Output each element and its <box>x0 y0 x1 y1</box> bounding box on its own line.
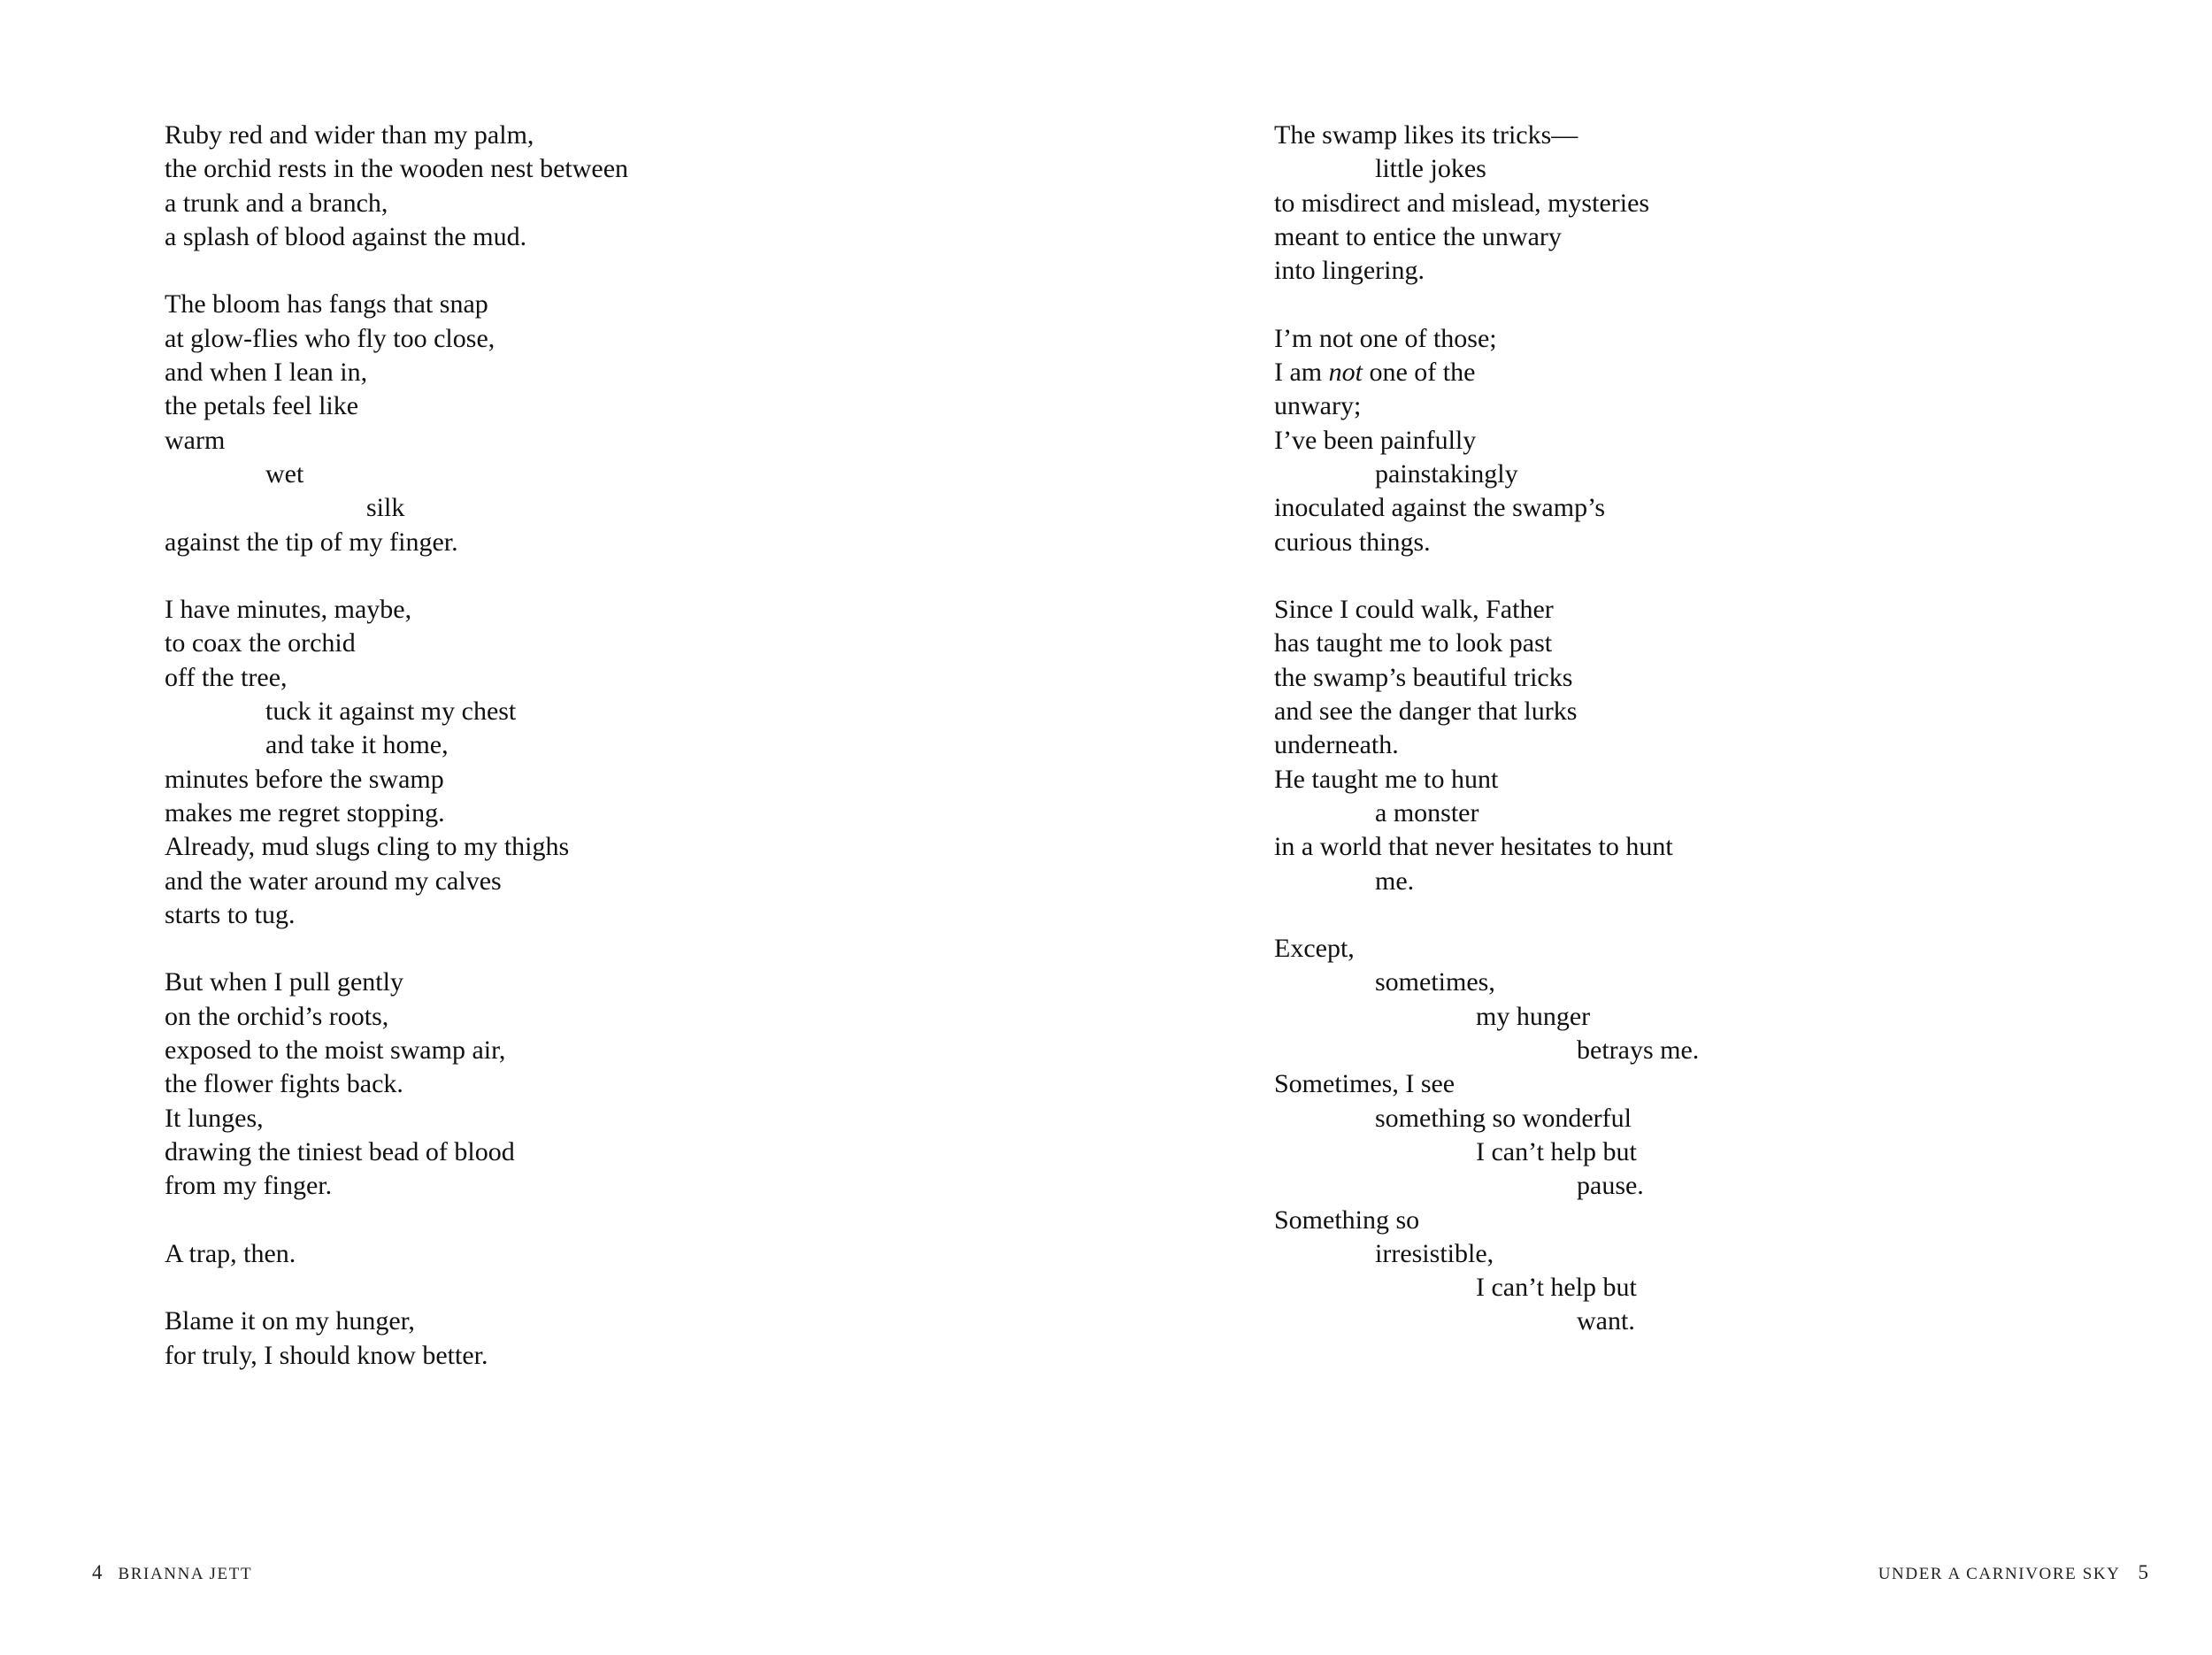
running-head-title: UNDER A CARNIVORE SKY <box>1878 1565 2121 1583</box>
poem-line: little jokes <box>1375 154 1486 184</box>
poem-line: a monster <box>1375 797 1479 828</box>
poem-line: starts to tug. <box>165 899 296 929</box>
poem-line: Ruby red and wider than my palm, <box>165 120 534 150</box>
left-poem <box>165 119 628 1373</box>
poem-line: from my finger. <box>165 1171 333 1201</box>
poem-line: But when I pull gently <box>165 967 403 997</box>
right-page <box>1106 0 2212 1655</box>
page-number-right: 5 <box>2138 1561 2148 1583</box>
poem-line: betrays me. <box>1577 1035 1700 1066</box>
poem-line: tuck it against my chest <box>265 697 517 727</box>
poem-line: The swamp likes its tricks— <box>1274 120 1578 150</box>
poem-line: curious things. <box>1274 527 1431 557</box>
right-page-footer <box>1878 1561 2148 1584</box>
poem-line: Since I could walk, Father <box>1274 595 1554 625</box>
poem-line: makes me regret stopping. <box>165 797 445 828</box>
poem-line: want. <box>1577 1306 1635 1336</box>
poem-line: exposed to the moist swamp air, <box>165 1035 506 1066</box>
poem-line: the petals feel like <box>165 391 359 421</box>
poem-line: Blame it on my hunger, <box>165 1306 415 1336</box>
poem-line-text: I am <box>1274 358 1329 388</box>
left-page-footer <box>92 1561 252 1584</box>
stanza-break <box>1274 898 1699 932</box>
poem-line: the swamp’s beautiful tricks <box>1274 662 1573 692</box>
poem-line: a trunk and a branch, <box>165 188 388 218</box>
poem-line: and the water around my calves <box>165 866 502 896</box>
poem-line: for truly, I should know better. <box>165 1340 488 1370</box>
poem-line: the orchid rests in the wooden nest between <box>165 154 629 184</box>
poem-line: on the orchid’s roots, <box>165 1001 389 1031</box>
poem-line: Sometimes, I see <box>1274 1069 1455 1099</box>
poem-line: and when I lean in, <box>165 358 368 388</box>
stanza-break <box>165 1271 628 1305</box>
poem-line: I have minutes, maybe, <box>165 595 412 625</box>
poem-line: minutes before the swamp <box>165 764 444 794</box>
poem-line: inoculated against the swamp’s <box>1274 493 1606 523</box>
poem-line-text: one of the <box>1362 358 1476 388</box>
poem-line: silk <box>366 493 405 523</box>
poem-line: me. <box>1375 866 1415 896</box>
poem-line-emphasis: not <box>1328 358 1363 388</box>
poem-line: and take it home, <box>265 730 449 760</box>
poem-line: painstakingly <box>1375 458 1518 489</box>
stanza-break <box>165 559 628 593</box>
poem-line: to coax the orchid <box>165 628 356 658</box>
poem-line: to misdirect and mislead, mysteries <box>1274 188 1650 218</box>
poem-line: A trap, then. <box>165 1238 296 1268</box>
page-number-left: 4 <box>92 1561 103 1583</box>
poem-line: wet <box>265 458 304 489</box>
poem-line: against the tip of my finger. <box>165 527 458 557</box>
stanza-break <box>1274 288 1699 321</box>
poem-line: something so wonderful <box>1375 1103 1632 1133</box>
poem-line: Already, mud slugs cling to my thighs <box>165 832 570 862</box>
poem-line: It lunges, <box>165 1103 264 1133</box>
poem-line: The bloom has fangs that snap <box>165 289 488 319</box>
poem-line: I can’t help but <box>1476 1273 1637 1303</box>
poem-line: Except, <box>1274 934 1355 964</box>
poem-line: warm <box>165 425 226 455</box>
poem-line: in a world that never hesitates to hunt <box>1274 832 1673 862</box>
poem-line: I’ve been painfully <box>1274 425 1477 455</box>
right-poem <box>1274 119 1699 1339</box>
poem-line: Something so <box>1274 1205 1420 1235</box>
running-head-author: BRIANNA JETT <box>118 1565 253 1583</box>
poem-line: irresistible, <box>1375 1238 1494 1268</box>
poem-line: meant to entice the unwary <box>1274 221 1562 251</box>
poem-line: sometimes, <box>1375 967 1495 997</box>
poem-line: into lingering. <box>1274 256 1425 286</box>
poem-line: at glow-flies who fly too close, <box>165 323 495 353</box>
poem-line: the flower fights back. <box>165 1069 403 1099</box>
stanza-break <box>165 1204 628 1237</box>
poem-line: my hunger <box>1476 1001 1591 1031</box>
poem-line: I’m not one of those; <box>1274 323 1497 353</box>
poem-line: drawing the tiniest bead of blood <box>165 1136 515 1166</box>
poem-line <box>1274 356 1699 389</box>
poem-line: has taught me to look past <box>1274 628 1553 658</box>
poem-line: He taught me to hunt <box>1274 764 1499 794</box>
poem-line: off the tree, <box>165 662 288 692</box>
poem-line: a splash of blood against the mud. <box>165 221 527 251</box>
stanza-break <box>1274 559 1699 593</box>
poem-line: underneath. <box>1274 730 1399 760</box>
poem-line: and see the danger that lurks <box>1274 697 1578 727</box>
stanza-break <box>165 932 628 966</box>
poem-line: I can’t help but <box>1476 1136 1637 1166</box>
poem-line: unwary; <box>1274 391 1362 421</box>
poem-line: pause. <box>1577 1171 1644 1201</box>
stanza-break <box>165 254 628 288</box>
